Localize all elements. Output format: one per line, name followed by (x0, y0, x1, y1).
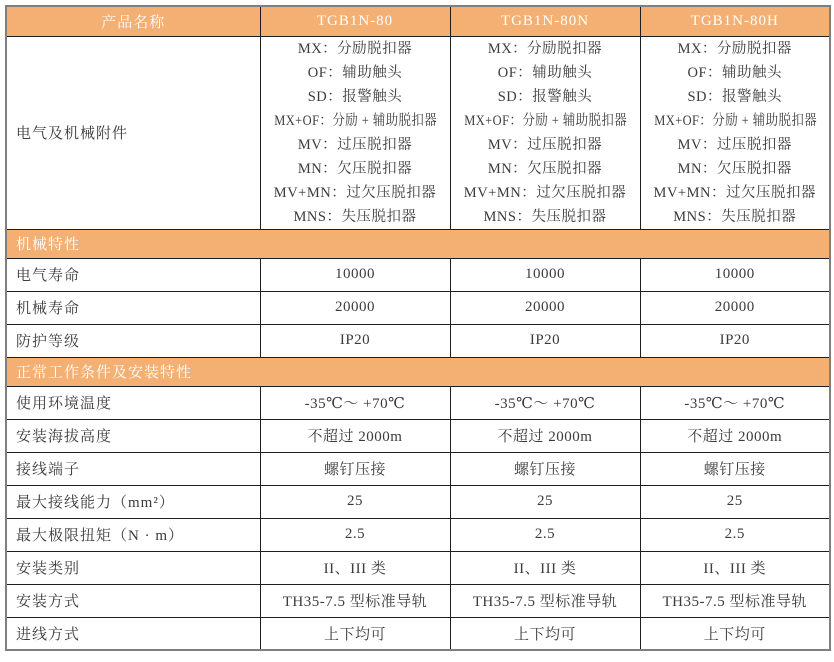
accessories-cell-tgb1n-80 (260, 36, 450, 229)
row-label: 安装海拔高度 (6, 419, 260, 452)
row-value: II、III 类 (640, 551, 830, 584)
accessory-line-mv: MV：过压脱扣器 (487, 136, 603, 153)
accessory-line-mx-of: MX+OF：分励 + 辅助脱扣器 (273, 112, 437, 129)
table-row-wiring-terminal (6, 452, 830, 485)
table-row-protection-rating (6, 324, 830, 357)
accessory-line-sd: SD：报警触头 (497, 88, 593, 105)
row-value: 20000 (260, 291, 450, 324)
section-title: 机械特性 (6, 229, 830, 258)
accessory-line-mv-mn: MV+MN：过欠压脱扣器 (463, 184, 627, 201)
accessory-line-mv-mn: MV+MN：过欠压脱扣器 (273, 184, 437, 201)
column-header-tgb1n-80: TGB1N-80 (260, 6, 450, 36)
accessory-line-mx-of: MX+OF：分励 + 辅助脱扣器 (653, 112, 817, 129)
accessory-line-mn: MN：欠压脱扣器 (297, 160, 413, 177)
accessory-line-mv-mn: MV+MN：过欠压脱扣器 (653, 184, 816, 201)
column-header-tgb1n-80n: TGB1N-80N (450, 6, 640, 36)
row-value: IP20 (260, 324, 450, 357)
row-value: 上下均可 (640, 617, 830, 650)
row-value: 20000 (450, 291, 640, 324)
accessory-line-mns: MNS：失压脱扣器 (673, 208, 797, 225)
row-value: 25 (450, 485, 640, 518)
accessory-line-mv: MV：过压脱扣器 (677, 136, 792, 153)
accessory-line-mn: MN：欠压脱扣器 (677, 160, 792, 177)
row-value: 螺钉压接 (450, 452, 640, 485)
accessory-line-sd: SD：报警触头 (307, 88, 403, 105)
table-row-electrical-life (6, 258, 830, 291)
row-value: TH35-7.5 型标准导轨 (450, 584, 640, 617)
accessory-line-mns: MNS：失压脱扣器 (293, 208, 417, 225)
accessory-line-mns: MNS：失压脱扣器 (483, 208, 607, 225)
row-value: 10000 (640, 258, 830, 291)
row-value: 10000 (260, 258, 450, 291)
accessory-line-sd: SD：报警触头 (687, 88, 783, 105)
row-value: IP20 (450, 324, 640, 357)
row-value: II、III 类 (450, 551, 640, 584)
row-label: 进线方式 (6, 617, 260, 650)
row-value: 10000 (450, 258, 640, 291)
table-row-mechanical-life (6, 291, 830, 324)
product-spec-table (5, 5, 831, 651)
row-value: 25 (640, 485, 830, 518)
section-title: 正常工作条件及安装特性 (6, 357, 830, 386)
row-value: 2.5 (640, 518, 830, 551)
accessory-line-mx: MX：分励脱扣器 (677, 40, 792, 57)
table-row-installation-category (6, 551, 830, 584)
table-row-installation-altitude (6, 419, 830, 452)
row-label: 安装方式 (6, 584, 260, 617)
section-header-operating-conditions (6, 357, 830, 386)
accessories-cell-tgb1n-80h (640, 36, 830, 229)
row-label: 最大极限扭矩（N · m） (6, 518, 260, 551)
row-value: 2.5 (450, 518, 640, 551)
row-value: II、III 类 (260, 551, 450, 584)
table-header-row (6, 6, 830, 36)
product-name-header: 产品名称 (6, 6, 260, 36)
row-label: 最大接线能力（mm²） (6, 485, 260, 518)
row-value: 25 (260, 485, 450, 518)
accessory-line-of: OF：辅助触头 (307, 64, 403, 81)
row-value: TH35-7.5 型标准导轨 (260, 584, 450, 617)
accessory-line-of: OF：辅助触头 (497, 64, 593, 81)
row-value: 2.5 (260, 518, 450, 551)
column-header-tgb1n-80h: TGB1N-80H (640, 6, 830, 36)
accessory-line-of: OF：辅助触头 (687, 64, 783, 81)
accessory-line-mx: MX：分励脱扣器 (487, 40, 603, 57)
table-row-max-torque (6, 518, 830, 551)
accessory-line-mx-of: MX+OF：分励 + 辅助脱扣器 (463, 112, 627, 129)
row-value: 20000 (640, 291, 830, 324)
accessory-line-mv: MV：过压脱扣器 (297, 136, 413, 153)
section-header-mechanical (6, 229, 830, 258)
row-value: 不超过 2000m (260, 419, 450, 452)
row-label: 接线端子 (6, 452, 260, 485)
table-row-installation-method (6, 584, 830, 617)
row-label: 机械寿命 (6, 291, 260, 324)
row-value: -35℃～ +70℃ (450, 386, 640, 419)
row-label: 安装类别 (6, 551, 260, 584)
row-value: 螺钉压接 (260, 452, 450, 485)
table-row-ambient-temperature (6, 386, 830, 419)
accessory-line-mx: MX：分励脱扣器 (297, 40, 413, 57)
accessories-row (6, 36, 830, 229)
row-value: TH35-7.5 型标准导轨 (640, 584, 830, 617)
row-value: 不超过 2000m (640, 419, 830, 452)
row-value: 上下均可 (260, 617, 450, 650)
row-value: 不超过 2000m (450, 419, 640, 452)
row-label: 使用环境温度 (6, 386, 260, 419)
row-value: 上下均可 (450, 617, 640, 650)
accessory-line-mn: MN：欠压脱扣器 (487, 160, 603, 177)
table-row-max-wiring-capacity (6, 485, 830, 518)
row-label: 防护等级 (6, 324, 260, 357)
accessories-row-label: 电气及机械附件 (6, 36, 260, 229)
row-value: 螺钉压接 (640, 452, 830, 485)
row-value: -35℃～ +70℃ (640, 386, 830, 419)
table-row-incoming-line-direction (6, 617, 830, 650)
row-value: -35℃～ +70℃ (260, 386, 450, 419)
row-label: 电气寿命 (6, 258, 260, 291)
accessories-cell-tgb1n-80n (450, 36, 640, 229)
row-value: IP20 (640, 324, 830, 357)
